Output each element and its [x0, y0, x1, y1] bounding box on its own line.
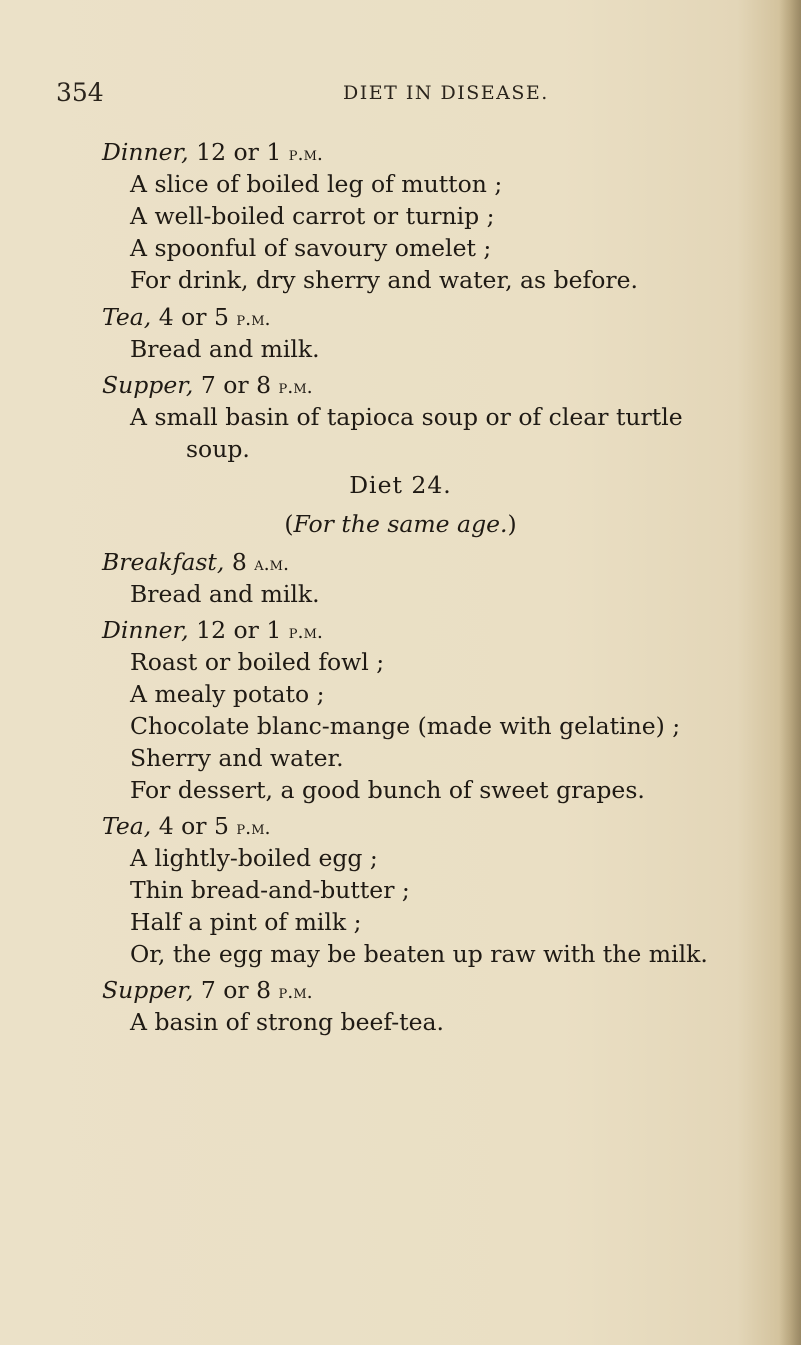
menu-item: A mealy potato ; [130, 680, 325, 708]
meal-heading-tea [102, 303, 271, 331]
meal-time-suffix: p.m. [288, 621, 323, 643]
meal-time: 12 or 1 [188, 138, 289, 166]
subtitle-open-paren: ( [284, 510, 294, 538]
page-header [56, 78, 676, 118]
menu-item: A well-boiled carrot or turnip ; [130, 202, 495, 230]
menu-item-continued: soup. [186, 435, 250, 463]
meal-name: Dinner, [102, 616, 189, 644]
meal-time: 7 or 8 [193, 976, 279, 1004]
menu-item: A small basin of tapioca soup or of clear turtle [130, 403, 683, 431]
running-head: DIET IN DISEASE. [343, 82, 549, 104]
meal-time-suffix: p.m. [278, 981, 313, 1003]
menu-item: Or, the egg may be beaten up raw with the milk. [130, 940, 708, 968]
menu-item: A slice of boiled leg of mutton ; [130, 170, 503, 198]
meal-heading-tea [102, 812, 271, 840]
menu-item: Chocolate blanc-mange (made with gelatine) ; [130, 712, 681, 740]
menu-item: Thin bread-and-butter ; [130, 876, 410, 904]
meal-heading-supper [102, 371, 313, 399]
menu-item: A spoonful of savoury omelet ; [130, 234, 492, 262]
meal-time: 4 or 5 [151, 812, 237, 840]
meal-name: Tea, [102, 303, 152, 331]
menu-item: Roast or boiled fowl ; [130, 648, 385, 676]
meal-name: Supper, [102, 371, 194, 399]
meal-time-suffix: p.m. [278, 376, 313, 398]
meal-heading-dinner [102, 138, 323, 166]
menu-item: Sherry and water. [130, 744, 344, 772]
meal-time: 4 or 5 [151, 303, 237, 331]
meal-time: 8 [224, 548, 255, 576]
menu-item: For drink, dry sherry and water, as before. [130, 266, 638, 294]
subtitle-close-paren: ) [507, 510, 517, 538]
menu-item: A lightly-boiled egg ; [130, 844, 378, 872]
meal-time-suffix: p.m. [236, 817, 271, 839]
meal-name: Supper, [102, 976, 194, 1004]
page-edge-shadow [779, 0, 801, 1345]
meal-time: 7 or 8 [193, 371, 279, 399]
menu-item: Bread and milk. [130, 335, 320, 363]
subtitle-text: For the same age. [293, 510, 508, 538]
menu-item: A basin of strong beef-tea. [130, 1008, 445, 1036]
diet-subtitle [0, 510, 801, 538]
menu-item: For dessert, a good bunch of sweet grapes. [130, 776, 645, 804]
meal-heading-supper [102, 976, 313, 1004]
meal-heading-breakfast [102, 548, 289, 576]
meal-time-suffix: p.m. [288, 143, 323, 165]
diet-heading [0, 471, 801, 499]
meal-time: 12 or 1 [188, 616, 289, 644]
meal-time-suffix: p.m. [236, 308, 271, 330]
page-number: 354 [56, 78, 104, 107]
meal-name: Breakfast, [102, 548, 225, 576]
diet-title: Diet 24. [349, 471, 452, 499]
meal-time-suffix: a.m. [254, 553, 290, 575]
meal-name: Dinner, [102, 138, 189, 166]
meal-name: Tea, [102, 812, 152, 840]
menu-item: Bread and milk. [130, 580, 320, 608]
menu-item: Half a pint of milk ; [130, 908, 362, 936]
meal-heading-dinner [102, 616, 323, 644]
